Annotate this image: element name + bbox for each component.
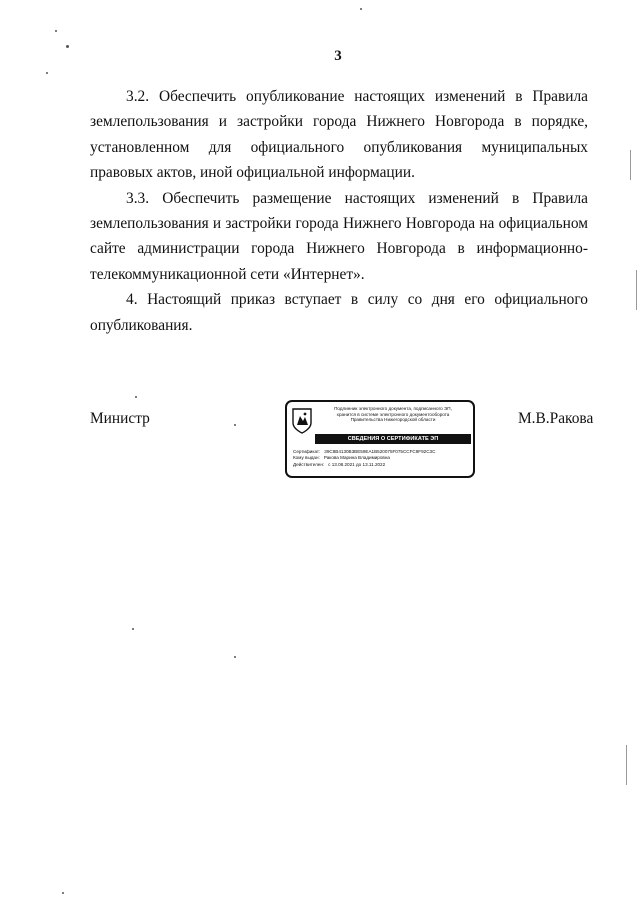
validity-label: Действителен: — [293, 461, 325, 467]
scan-speck — [46, 72, 48, 74]
paragraph-4: 4. Настоящий приказ вступает в силу со дня его официального опубликования. — [90, 291, 588, 334]
scan-speck — [62, 892, 64, 894]
scan-speck — [132, 628, 134, 630]
certificate-value: 39C8B4130B3BE59EA1B520075F075CCFC9F92C3C — [324, 449, 436, 454]
owner-label: Кому выдан: — [293, 455, 320, 461]
validity-row — [293, 462, 471, 468]
stamp-header — [315, 406, 471, 423]
stamp-header-line: хранится в системе электронного документооборота — [336, 411, 450, 417]
scan-edge-mark — [636, 270, 637, 310]
signer-position: Министр — [90, 410, 150, 427]
paragraph-3-3: 3.3. Обеспечить размещение настоящих изменений в Правила землепользования и застройки города Нижнего Новгорода на официальном сайте администрации города Нижнего Новгорода в информационно-телекоммуникационной сети «Интернет». — [90, 189, 588, 283]
certificate-details — [293, 449, 471, 468]
signature-block — [0, 400, 640, 490]
certificate-label: Сертификат: — [293, 449, 321, 454]
stamp-header-line: Подлинник электронного документа, подписанного ЭП, — [334, 406, 452, 411]
signer-name: М.В.Ракова — [518, 410, 594, 427]
scan-speck — [66, 45, 69, 48]
paragraph-3-2: 3.2. Обеспечить опубликование настоящих изменений в Правила землепользования и застройки города Нижнего Новгорода в порядке, установленном для официального опубликования муниципальных правовых актов, иной официальной информации. — [90, 88, 588, 182]
scan-edge-mark — [630, 150, 631, 180]
owner-value: Ракова Марина Владимировна — [323, 455, 390, 461]
stamp-header-line: Правительства Нижегородской области — [350, 417, 436, 423]
validity-value: с 13.08.2021 до 13.11.2022 — [328, 461, 386, 467]
scan-speck — [55, 30, 57, 32]
scan-edge-mark — [626, 745, 627, 785]
page-number: 3 — [334, 48, 342, 64]
coat-of-arms-icon — [292, 408, 312, 434]
scan-speck — [234, 424, 236, 426]
scan-speck — [135, 396, 137, 398]
scan-speck — [360, 8, 362, 10]
electronic-signature-stamp — [285, 400, 475, 478]
stamp-banner: СВЕДЕНИЯ О СЕРТИФИКАТЕ ЭП — [315, 434, 471, 444]
document-body — [90, 84, 588, 338]
scan-speck — [234, 656, 236, 658]
